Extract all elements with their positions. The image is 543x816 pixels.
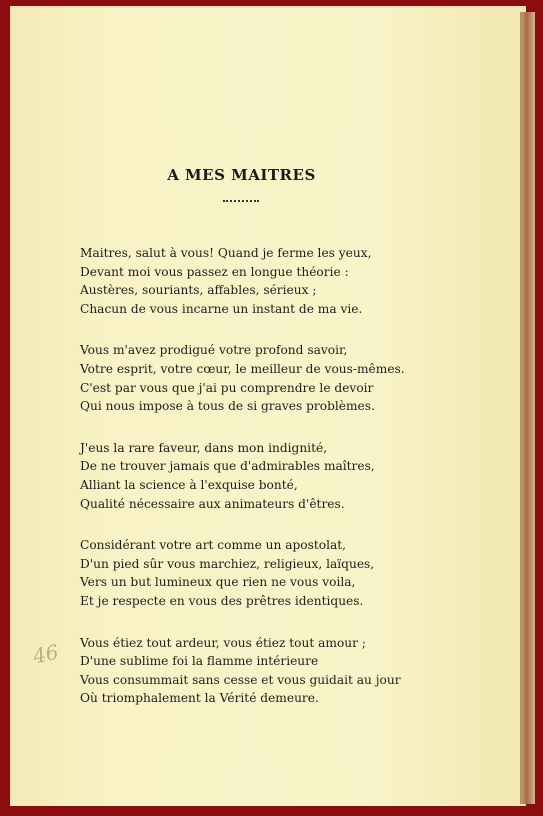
book-page (10, 8, 526, 806)
verse-line: Qualité nécessaire aux animateurs d'êtres. (80, 496, 345, 511)
poem-title: A MES MAITRES (167, 166, 316, 184)
verse-line: C'est par vous que j'ai pu comprendre le devoir (80, 380, 374, 395)
stanza (80, 244, 410, 318)
verse-line: Votre esprit, votre cœur, le meilleur de vous-mêmes. (80, 361, 405, 376)
handwritten-margin-note: 46 (30, 639, 61, 669)
verse-line: Vous étiez tout ardeur, vous étiez tout amour ; (80, 635, 366, 650)
verse-line: J'eus la rare faveur, dans mon indignité, (80, 440, 328, 455)
book-page-edge (520, 12, 535, 804)
verse-line: Qui nous impose à tous de si graves problèmes. (80, 399, 375, 414)
stanza (80, 341, 410, 415)
poem-body (80, 244, 410, 731)
verse-line: Chacun de vous incarne un instant de ma vie. (80, 301, 363, 316)
verse-line: De ne trouver jamais que d'admirables maîtres, (80, 459, 375, 474)
verse-line: Alliant la science à l'exquise bonté, (80, 477, 298, 492)
verse-line: Considérant votre art comme un apostolat, (80, 538, 347, 553)
stanza (80, 536, 410, 610)
verse-line: Maitres, salut à vous! Quand je ferme les yeux, (80, 246, 372, 260)
verse-line: Où triomphalement la Vérité demeure. (80, 691, 319, 706)
verse-line: D'un pied sûr vous marchiez, religieux, laïques, (80, 556, 375, 571)
verse-line: Austères, souriants, affables, sérieux ; (80, 283, 317, 298)
verse-line: Vous consummait sans cesse et vous guidait au jour (80, 672, 401, 687)
title-ornament (223, 200, 259, 205)
stanza (80, 439, 410, 513)
verse-line: Et je respecte en vous des prêtres identiques. (80, 593, 364, 608)
verse-line: Devant moi vous passez en longue théorie : (80, 264, 349, 279)
stanza (80, 634, 410, 708)
verse-line: D'une sublime foi la flamme intérieure (80, 654, 319, 669)
verse-line: Vous m'avez prodigué votre profond savoir, (80, 343, 348, 358)
verse-line: Vers un but lumineux que rien ne vous voila, (80, 575, 356, 590)
